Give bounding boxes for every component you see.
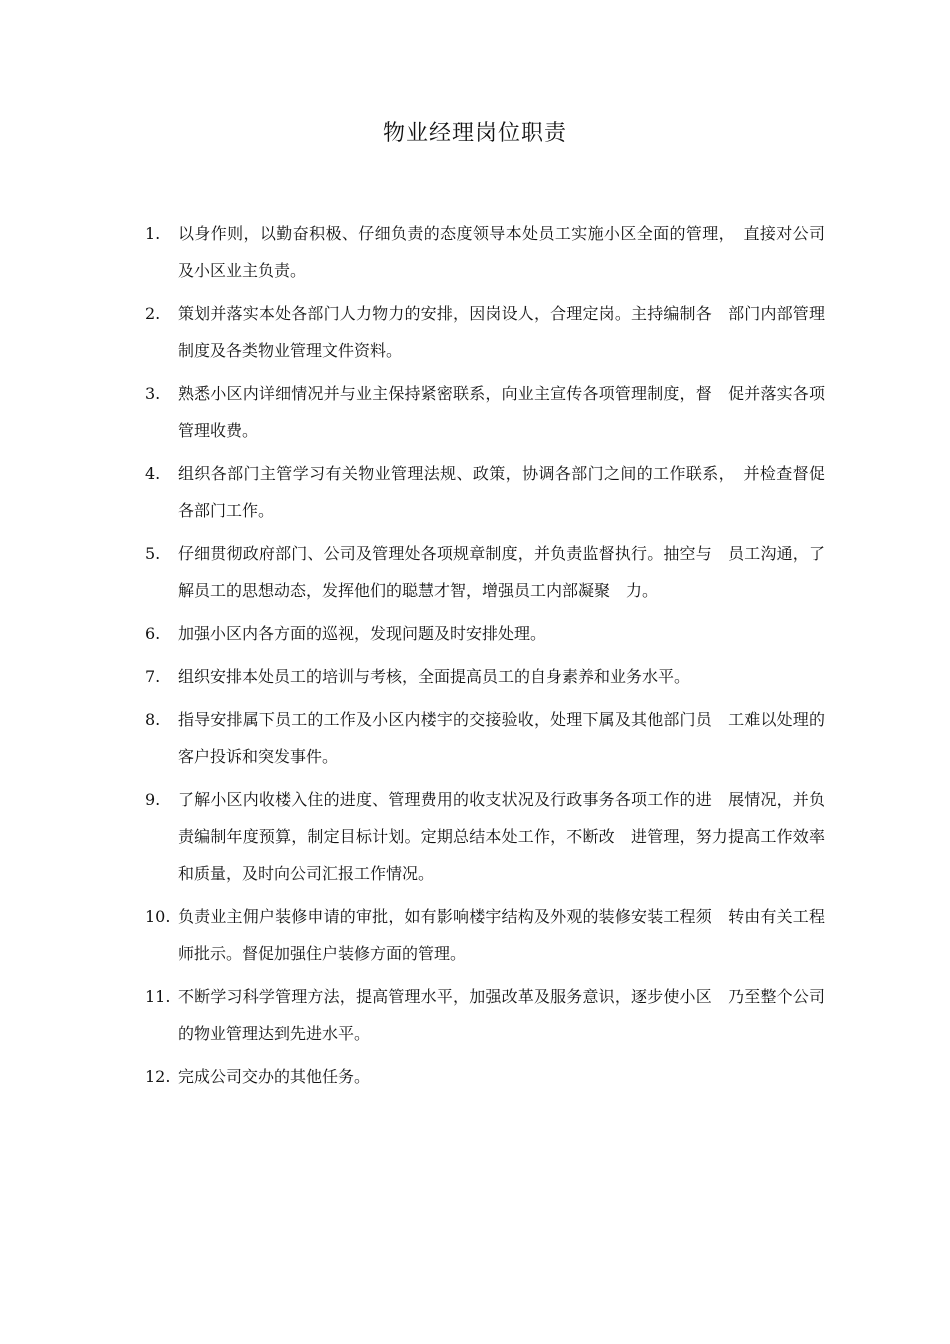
item-number: 10.: [145, 907, 171, 926]
item-text: 加强小区内各方面的巡视，发现问题及时安排处理。: [178, 624, 547, 643]
list-item: [145, 215, 825, 289]
list-item: [145, 535, 825, 609]
item-number: 7.: [145, 667, 161, 686]
item-text: 以身作则，以勤奋积极、仔细负责的态度领导本处员工实施小区全面的管理， 直接对公司及小区业主负责。: [178, 224, 825, 280]
item-text: 不断学习科学管理方法，提高管理水平，加强改革及服务意识，逐步使小区 乃至整个公司的物业管理达到先进水平。: [178, 987, 825, 1043]
item-number: 5.: [145, 544, 161, 563]
item-number: 1.: [145, 224, 161, 243]
list-item: [145, 375, 825, 449]
list-item: [145, 295, 825, 369]
item-text: 策划并落实本处各部门人力物力的安排，因岗设人，合理定岗。主持编制各 部门内部管理制度及各类物业管理文件资料。: [178, 304, 825, 360]
item-text: 仔细贯彻政府部门、公司及管理处各项规章制度，并负责监督执行。抽空与 员工沟通，了解员工的思想动态，发挥他们的聪慧才智，增强员工内部凝聚 力。: [178, 544, 825, 600]
item-text: 了解小区内收楼入住的进度、管理费用的收支状况及行政事务各项工作的进 展情况，并负责编制年度预算，制定目标计划。定期总结本处工作，不断改 进管理，努力提高工作效率和质量，及时向公司汇报工作情况。: [178, 790, 825, 883]
item-text: 组织各部门主管学习有关物业管理法规、政策，协调各部门之间的工作联系， 并检查督促各部门工作。: [178, 464, 825, 520]
item-text: 熟悉小区内详细情况并与业主保持紧密联系，向业主宣传各项管理制度，督 促并落实各项管理收费。: [178, 384, 825, 440]
duty-list: [145, 215, 825, 1101]
list-item: [145, 1058, 825, 1095]
list-item: [145, 615, 825, 652]
item-text: 完成公司交办的其他任务。: [178, 1067, 371, 1086]
document-title: 物业经理岗位职责: [382, 121, 567, 146]
list-item: [145, 701, 825, 775]
item-number: 8.: [145, 710, 161, 729]
list-item: [145, 781, 825, 892]
item-number: 2.: [145, 304, 161, 323]
list-item: [145, 658, 825, 695]
item-text: 负责业主佣户装修申请的审批，如有影响楼宇结构及外观的装修安装工程须 转由有关工程师批示。督促加强住户装修方面的管理。: [178, 907, 825, 963]
item-number: 4.: [145, 464, 161, 483]
item-text: 指导安排属下员工的工作及小区内楼宇的交接验收，处理下属及其他部门员 工难以处理的客户投诉和突发事件。: [178, 710, 825, 766]
list-item: [145, 978, 825, 1052]
item-number: 3.: [145, 384, 161, 403]
item-number: 9.: [145, 790, 161, 809]
item-number: 12.: [145, 1067, 171, 1086]
list-item: [145, 898, 825, 972]
item-number: 11.: [145, 987, 171, 1006]
item-number: 6.: [145, 624, 161, 643]
item-text: 组织安排本处员工的培训与考核，全面提高员工的自身素养和业务水平。: [178, 667, 691, 686]
list-item: [145, 455, 825, 529]
